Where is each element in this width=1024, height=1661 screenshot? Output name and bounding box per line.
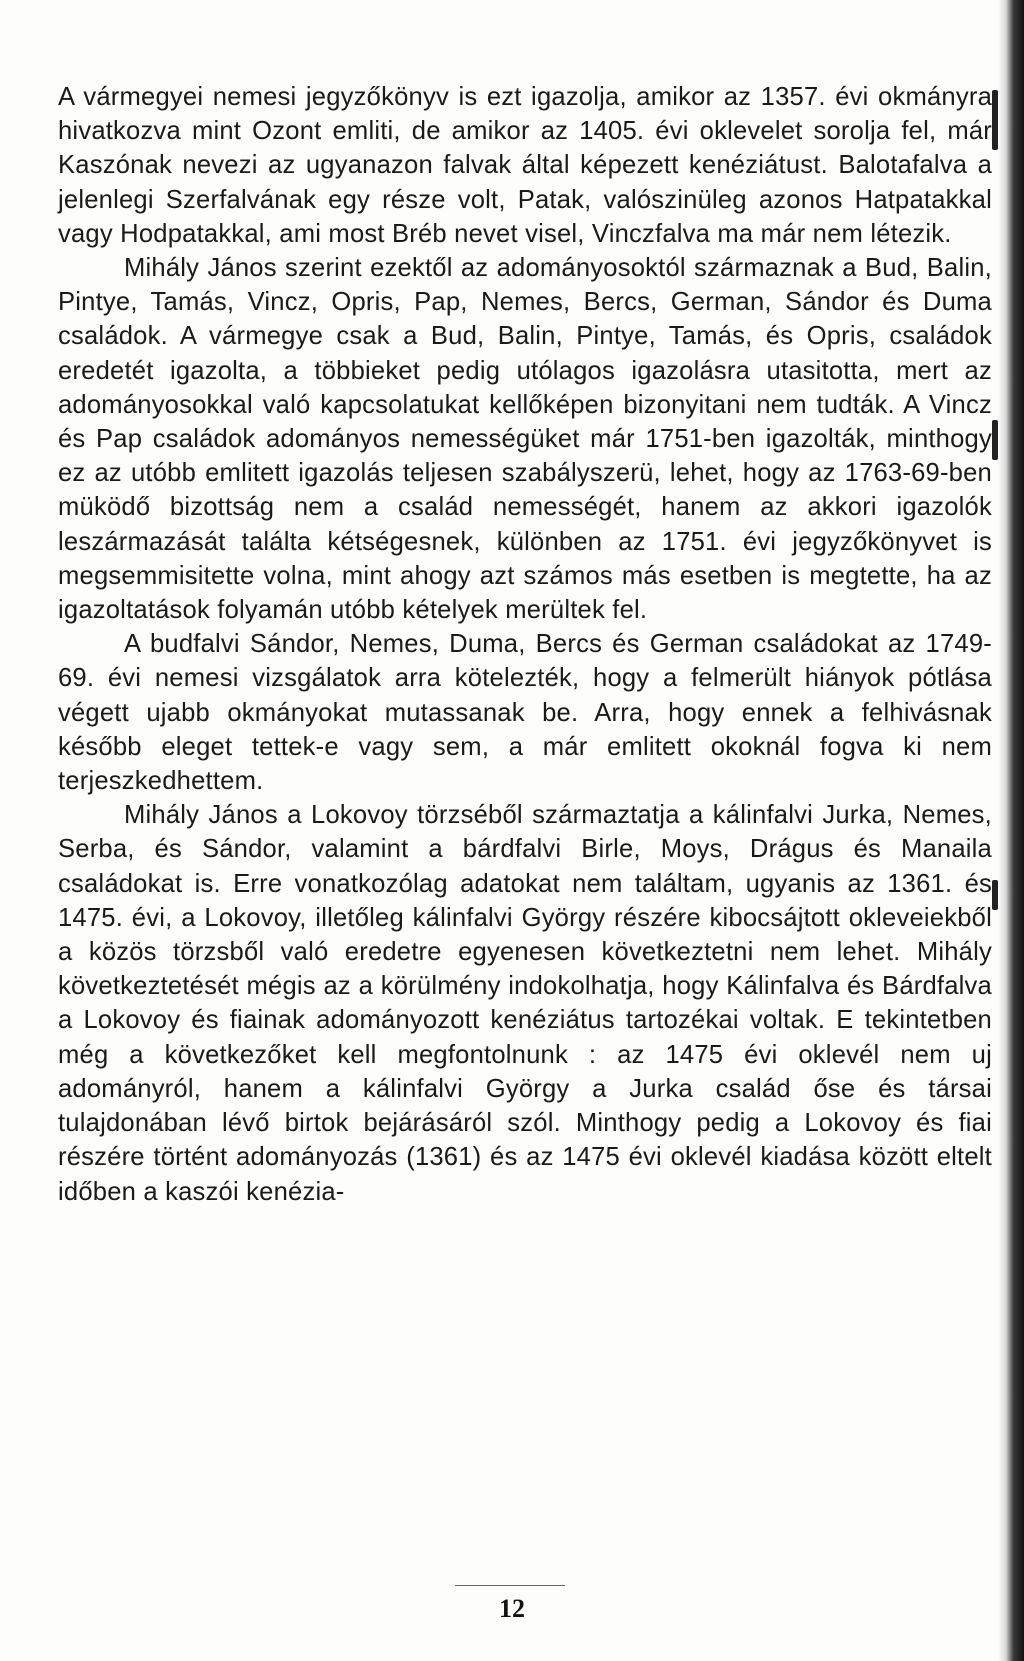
paragraph: A vármegyei nemesi jegyzőkönyv is ezt igazolja, amikor az 1357. évi okmányra hivatkozva mint Ozont emliti, de amikor az 1405. évi oklevelet sorolja fel, már Kaszónak nevezi az ugyanazon falvak által képezett kenéziátust. Balotafalva a jelenlegi Szerfalvának egy része volt, Patak, valószinüleg azonos Hatpatakkal vagy Hodpatakkal, ami most Bréb nevet visel, Vinczfalva ma már nem létezik. [58,83,992,248]
footer-divider [455,1585,565,1586]
scan-border-edge [998,0,1024,1661]
body-text [58,80,992,1209]
page-number: 12 [499,1594,525,1623]
scan-speck [992,90,998,150]
scan-speck [992,880,998,910]
paragraph: A budfalvi Sándor, Nemes, Duma, Bercs és German családokat az 1749-69. évi nemesi vizsgálatok arra kötelezték, hogy a felmerült hiányok pótlása végett ujabb okmányokat mutassanak be. Arra, hogy ennek a felhivásnak később eleget tettek-e vagy sem, a már emlitett okoknál fogva ki nem terjeszkedhettem. [58,630,992,796]
scan-speck [992,420,998,460]
paragraph: Mihály János szerint ezektől az adományosoktól származnak a Bud, Balin, Pintye, Tamás, Vincz, Opris, Pap, Nemes, Bercs, German, Sándor és Duma családok. A vármegye csak a Bud, Balin, Pintye, Tamás, és Opris, családok eredetét igazolta, a többieket pedig utólagos igazolásra utasitotta, mert az adományosokkal való kapcsolatukat kellőképen bizonyitani nem tudták. A Vincz és Pap családok adományos nemességüket már 1751-ben igazolták, minthogy ez az utóbb emlitett igazolás teljesen szabályszerü, lehet, hogy az 1763-69-ben müködő bizottság nem a család nemességét, hanem az akkori igazolók leszármazását találta kétségesnek, különben az 1751. évi jegyzőkönyvet is megsemmisitette volna, mint ahogy azt számos más esetben is megtette, ha az igazoltatások folyamán utóbb kételyek merültek fel. [58,254,992,625]
paragraph: Mihály János a Lokovoy törzséből származtatja a kálinfalvi Jurka, Nemes, Serba, és Sándor, valamint a bárdfalvi Birle, Moys, Drágus és Manaila családokat is. Erre vonatkozólag adatokat nem találtam, ugyanis az 1361. és 1475. évi, a Lokovoy, illetőleg kálinfalvi György részére kibocsájtott okleveiekből a közös törzsből való eredetre egyenesen következtetni nem lehet. Mihály következtetését mégis az a körülmény indokolhatja, hogy Kálinfalva és Bárdfalva a Lokovoy és fiainak adományozott kenéziátus tartozékai voltak. E tekintetben még a következőket kell megfontolnunk : az 1475 évi oklevél nem uj adományról, hanem a kálinfalvi György a Jurka család őse és társai tulajdonában lévő birtok bejárásáról szól. Minthogy pedig a Lokovoy és fiai részére történt adományozás (1361) és az 1475 évi oklevél kiadása között eltelt időben a kaszói kenézia- [58,801,992,1206]
